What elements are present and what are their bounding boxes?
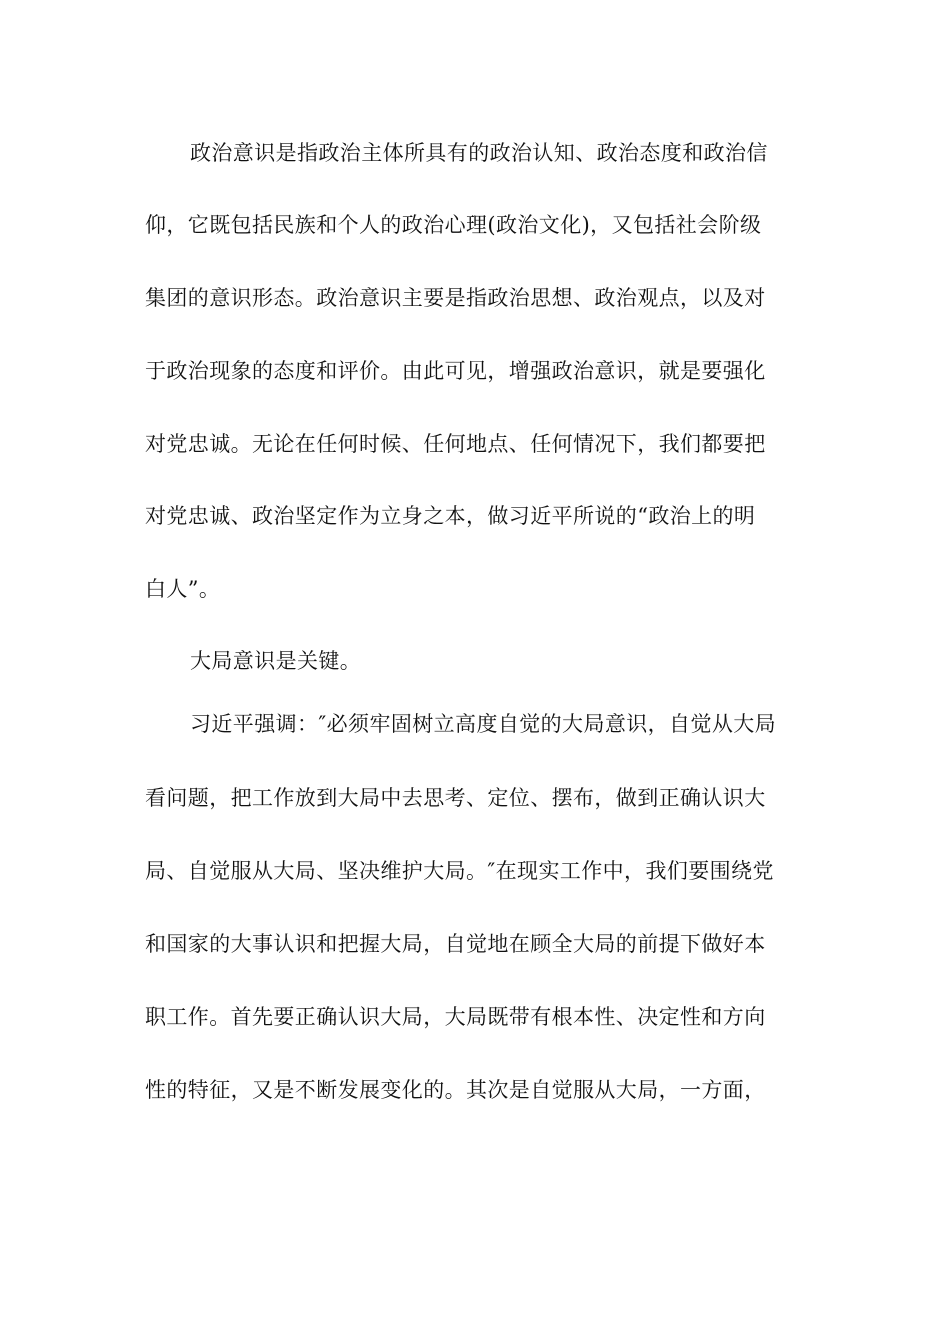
text-line: 白人”。 bbox=[145, 577, 221, 601]
text-line: 和国家的大事认识和把握大局，自觉地在顾全大局的前提下做好本 bbox=[145, 932, 766, 956]
text-line: 于政治现象的态度和评价。由此可见，增强政治意识，就是要强化 bbox=[145, 359, 766, 383]
text-line: 对党忠诚、政治坚定作为立身之本，做习近平所说的“政治上的明 bbox=[145, 504, 756, 528]
text-line: 性的特征，又是不断发展变化的。其次是自觉服从大局，一方面， bbox=[145, 1078, 766, 1102]
text-line: 仰，它既包括民族和个人的政治心理(政治文化)，又包括社会阶级 bbox=[145, 213, 762, 237]
text-line: 看问题，把工作放到大局中去思考、定位、摆布，做到正确认识大 bbox=[145, 786, 766, 810]
text-line: 集团的意识形态。政治意识主要是指政治思想、政治观点，以及对 bbox=[145, 286, 766, 310]
text-line: 政治意识是指政治主体所具有的政治认知、政治态度和政治信 bbox=[190, 141, 768, 165]
text-line: 习近平强调：″必须牢固树立高度自觉的大局意识，自觉从大局 bbox=[190, 712, 777, 736]
text-line: 职工作。首先要正确认识大局，大局既带有根本性、决定性和方向 bbox=[145, 1005, 766, 1029]
text-line: 对党忠诚。无论在任何时候、任何地点、任何情况下，我们都要把 bbox=[145, 432, 766, 456]
text-line: 大局意识是关键。 bbox=[190, 649, 362, 673]
text-line: 局、自觉服从大局、坚决维护大局。″在现实工作中，我们要围绕党 bbox=[145, 859, 774, 883]
